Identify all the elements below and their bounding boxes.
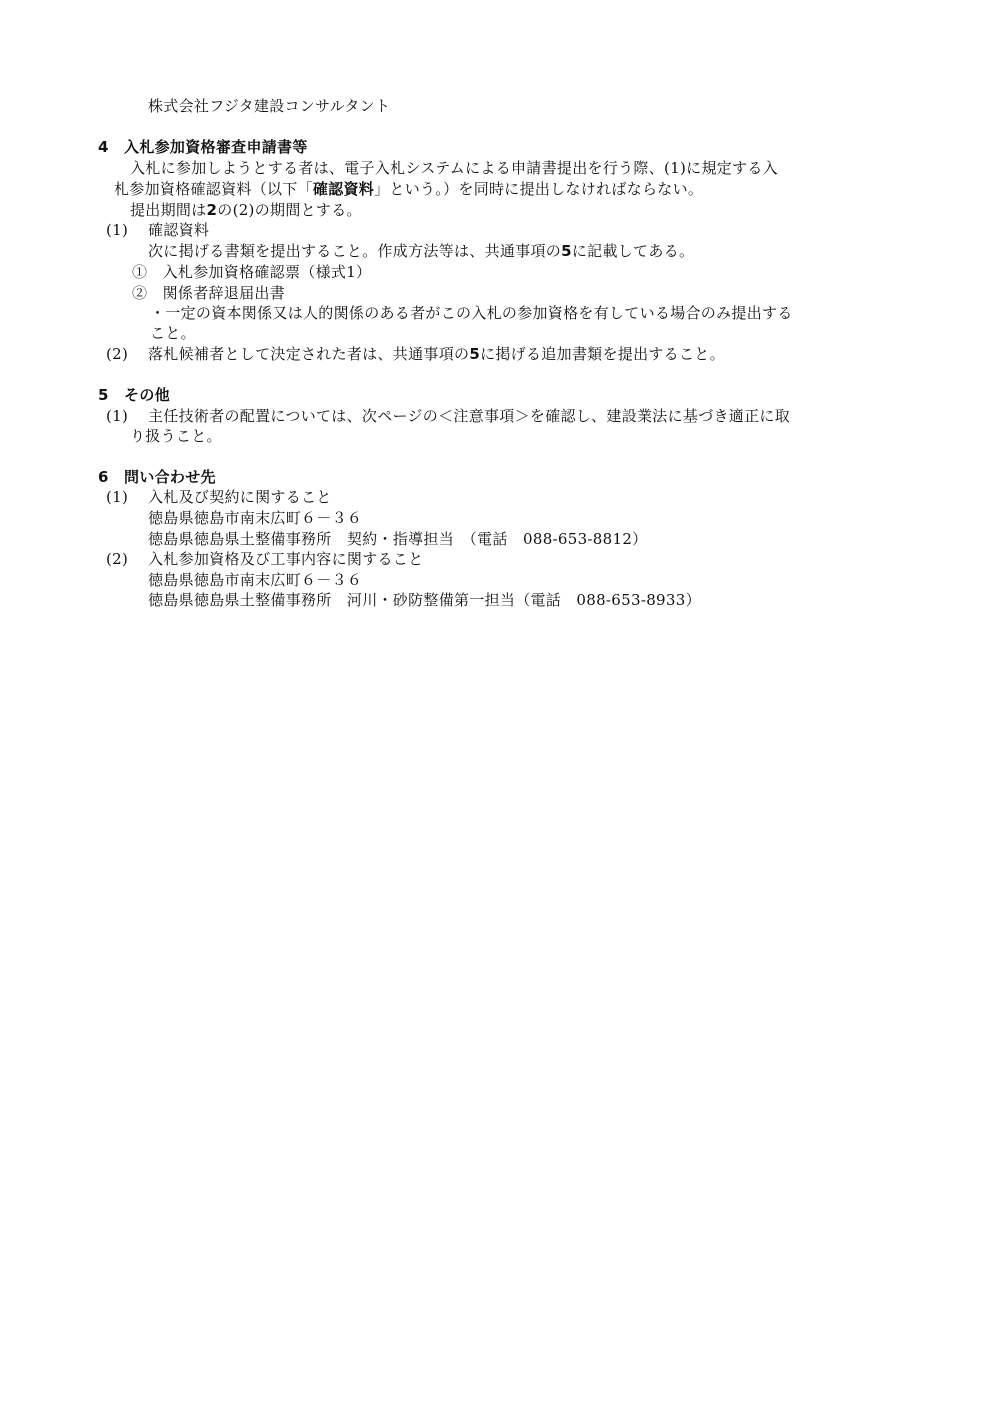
para-1b-post: 」という。）を同時に提出しなければならない。 <box>374 180 704 198</box>
note-line-a: ・一定の資本関係又は人的関係のある者がこの入札の参加資格を有している場合のみ提出する <box>150 304 793 322</box>
section-6-heading: 6 問い合わせ先 <box>98 468 216 486</box>
item-2-text-bold: 5 <box>469 345 481 363</box>
section-6-item-2-title: 入札参加資格及び工事内容に関すること <box>148 550 424 568</box>
section-6-item-1-office: 徳島県徳島県土整備事務所 契約・指導担当 （電話 088-653-8812） <box>148 530 648 548</box>
para-2-pre: 提出期間は <box>130 201 207 219</box>
item-2-text-pre: 落札候補者として決定された者は、共通事項の <box>148 345 470 363</box>
section-6-item-1-number: (1) <box>106 488 129 506</box>
item-1-text-post: に記載してある。 <box>571 242 695 260</box>
section-4-para-1b <box>114 179 703 199</box>
para-1b-pre: 札参加資格確認資料（以下「 <box>114 180 313 198</box>
section-4-item-1-title: 確認資料 <box>148 221 210 239</box>
section-4-heading: 4 入札参加資格審査申請書等 <box>98 138 308 156</box>
note-line-b: こと。 <box>150 324 196 342</box>
section-4-item-2-number: (2) <box>106 345 129 363</box>
para-1b-bold: 確認資料 <box>312 180 375 198</box>
item-1-text-pre: 次に掲げる書類を提出すること。作成方法等は、共通事項の <box>148 242 562 260</box>
section-6-item-1-title: 入札及び契約に関すること <box>148 488 332 506</box>
section-5-item-1-line-a: 主任技術者の配置については、次ページの＜注意事項＞を確認し、建設業法に基づき適正に取 <box>148 407 791 425</box>
circled-item-1: ① 入札参加資格確認票（様式1） <box>132 263 372 281</box>
section-6-item-2-number: (2) <box>106 550 129 568</box>
section-6-item-1-address: 徳島県徳島市南末広町６－３６ <box>148 509 363 527</box>
section-5-heading: 5 その他 <box>98 386 170 404</box>
circled-item-2: ② 関係者辞退届出書 <box>132 284 286 302</box>
company-name: 株式会社フジタ建設コンサルタント <box>148 97 391 115</box>
section-4-para-2 <box>130 200 362 220</box>
section-4-item-2-text <box>148 344 725 364</box>
para-2-bold: 2 <box>206 201 218 219</box>
para-2-post: の(2)の期間とする。 <box>217 201 362 219</box>
item-2-text-post: に掲げる追加書類を提出すること。 <box>480 345 725 363</box>
section-4-para-1a: 入札に参加しようとする者は、電子入札システムによる申請書提出を行う際、(1)に規定する入 <box>130 159 778 177</box>
section-4-item-1-number: (1) <box>106 221 129 239</box>
section-5-item-1-number: (1) <box>106 407 129 425</box>
item-1-text-bold: 5 <box>561 242 572 260</box>
section-5-item-1-line-b: り扱うこと。 <box>130 427 222 445</box>
section-4-item-1-text <box>148 241 694 261</box>
section-6-item-2-office: 徳島県徳島県土整備事務所 河川・砂防整備第一担当（電話 088-653-8933） <box>148 591 701 609</box>
section-6-item-2-address: 徳島県徳島市南末広町６－３６ <box>148 571 363 589</box>
